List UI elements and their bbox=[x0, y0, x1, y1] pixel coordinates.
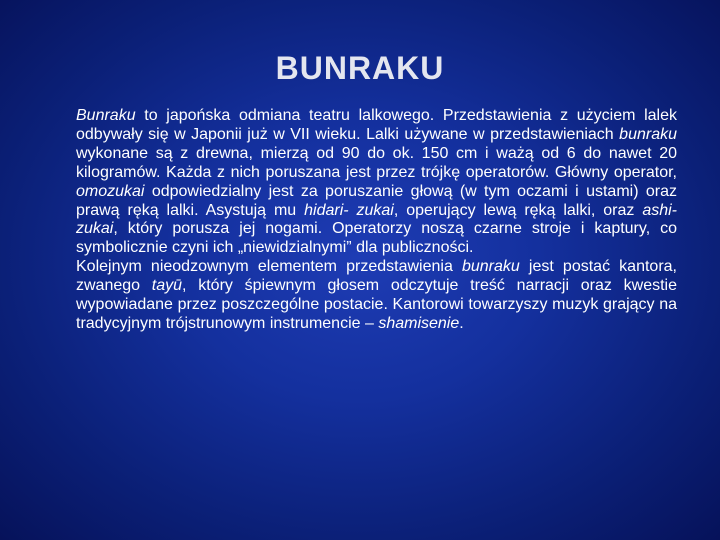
text-run: wykonane są z drewna, mierzą od 90 do ok. 150 cm i ważą od 6 do nawet 20 kilogramów. Każda z nich poruszana jest przez trójkę operatorów. Główny operator, bbox=[76, 144, 677, 181]
italic-term: bunraku bbox=[461, 258, 520, 276]
italic-term: hidari- zukai bbox=[304, 201, 394, 219]
text-run: . bbox=[459, 314, 464, 332]
slide-body bbox=[76, 107, 677, 334]
text-run: odpowiedzialny jest za poruszanie głową (w tym oczami i ustami) oraz prawą ręką lalki. Asystują mu bbox=[76, 182, 677, 219]
italic-term: ashi-zukai bbox=[76, 201, 678, 238]
text-run: , operujący lewą ręką lalki, oraz bbox=[393, 201, 643, 219]
text-run: , który śpiewnym głosem odczytuje treść narracji oraz kwestie wypowiadane przez poszczególne postacie. Kantorowi towarzyszy muzyk grający na tradycyjnym trójstrunowym instrumencie – bbox=[76, 277, 678, 332]
text-run: , który porusza jej nogami. Operatorzy noszą czarne stroje i kaptury, co symbolicznie czyni ich „niewidzialnymi” dla publiczności. bbox=[76, 220, 677, 257]
body-paragraph bbox=[76, 258, 677, 334]
italic-term: omozukai bbox=[76, 182, 145, 200]
italic-term: bunraku bbox=[619, 125, 677, 143]
body-paragraph bbox=[76, 107, 677, 258]
slide-title: BUNRAKU bbox=[275, 50, 445, 86]
italic-term: Bunraku bbox=[76, 107, 136, 124]
italic-term: shamisenie bbox=[378, 314, 460, 332]
text-run: jest postać kantora, zwanego bbox=[76, 258, 677, 295]
text-run: Kolejnym nieodzownym elementem przedstawienia bbox=[76, 258, 462, 276]
italic-term: tayū bbox=[151, 277, 183, 295]
text-run: to japońska odmiana teatru lalkowego. Przedstawienia z użyciem lalek odbywały się w Japonii już w VII wieku. Lalki używane w przedstawieniach bbox=[76, 107, 677, 143]
